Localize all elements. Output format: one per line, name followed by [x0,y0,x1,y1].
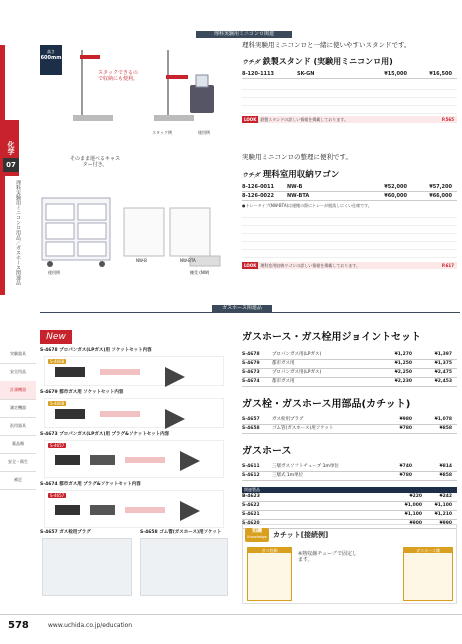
look-page[interactable]: P.565 [439,116,457,123]
wagon-callout: そのまま運べるキャスター付き。 [70,156,121,168]
item-tag: S-4668 [50,359,65,364]
wagon-spec-table [242,210,457,260]
look-text: 理科室用収納ワゴンの詳しい情報を掲載しております。 [258,262,439,269]
height-tag-value: 600mm [40,55,62,61]
wagon-brand: ウチダ [242,171,260,179]
price-tax: ¥1,078 [434,417,452,422]
gas-tap-side [247,547,292,601]
plug-photo [42,538,132,596]
price-tax: ¥814 [439,464,452,469]
price: ¥1,100 [404,512,422,517]
price-tax: ¥1,375 [434,361,452,366]
sidebar-item[interactable]: 測定機器 [0,399,36,418]
code: S-4658 [242,426,260,431]
price-tax: ¥1,397 [434,352,452,357]
code: S-4622 [242,503,260,508]
knowledge-badge-title: 知識 [251,528,262,534]
stand-caption-2: 使用例 [198,130,210,135]
new-badge: New [40,330,72,344]
sidebar-item[interactable]: 安全用品 [0,363,36,382]
chapter-number: 07 [3,158,19,172]
height-tag-label: 高さ [47,49,55,54]
price-tax: ¥858 [439,473,452,478]
price-tax: ¥2,475 [434,370,452,375]
kachitto-heading: カチット[接続例] [273,531,329,539]
footer-divider [0,614,462,615]
joint-set-section [242,322,457,529]
stand-photo [40,40,220,140]
sidebar-item[interactable]: 実験器具 [0,345,36,364]
price: ¥1,000 [404,503,422,508]
left-item-label: S-4679 都市ガス用 ソケットセット内容 [40,390,124,395]
wagon-illustration [40,168,230,268]
stand-price: ¥15,000 [384,71,407,77]
sidebar-item[interactable]: 汎用器具 [0,417,36,436]
height-tag [40,45,62,75]
stand-illustration [70,45,220,135]
hose-side [403,547,453,601]
stand-price-tax: ¥16,500 [429,71,452,77]
kachitto-box [242,524,457,604]
wagon-info [242,152,457,269]
joint-set-title: ガスホース・ガス栓用ジョイントセット [242,332,421,343]
wagon-price-tax: ¥57,200 [429,184,452,190]
name: 都市ガス用 [272,361,295,366]
stand-title: 鉄製スタンド (実験用ミニコンロ用) [262,57,393,66]
code: S-4679 [242,361,260,366]
wagon-look-bar[interactable] [242,262,457,269]
gas-tap-label: ガス栓側 [248,548,291,553]
knowledge-badge [245,528,269,542]
plug-title: ガス栓・ガスホース用部品(カチット) [242,399,411,410]
left-item-label: S-4673 プロパンガス(LPガス)用 プラグ&ソケットセット内容 [40,432,170,437]
stand-price-row [242,70,457,79]
name: 三層ガスソフトチューブ 1m単位 [272,464,339,469]
wagon-note: ●トレータイプ(NW-BTA)は運搬の際にトレーが脱落しにくい仕様です。 [242,203,372,208]
stand-lead: 理科実験用ミニコンロと一緒に使いやすいスタンドです。 [242,41,411,49]
hose-side-label: ガスホース側 [404,548,452,553]
sidebar-item[interactable]: 計測機器 [0,381,36,400]
left-item-label: S-4678 プロパンガス(LPガス)用 ソケットセット内容 [40,348,152,353]
stand-caption-1: スタック例 [152,130,172,135]
wagon-row [242,192,457,201]
price-tax: ¥858 [439,426,452,431]
code: S-4620 [242,521,260,526]
section-band-top: 理科実験用ミニコンロ関連 [196,31,292,38]
footer-url[interactable]: www.uchida.co.jp/education [48,622,133,629]
joint-set-table [242,351,457,387]
wagon-model: NW-B [287,184,303,190]
price: ¥980 [399,417,412,422]
left-item-image [44,356,224,386]
wagon-caption-2: NW-B [136,258,147,263]
look-page[interactable]: P.617 [439,262,457,269]
chapter-vertical-text: 理科実験用ミニコンロ用品／ガスホース関連品 [15,180,21,285]
item-tag: S-4668 [50,401,65,406]
name: 都市ガス用 [272,379,295,384]
wagon-row [242,183,457,192]
price-tax: ¥2,453 [434,379,452,384]
price: ¥1,250 [394,361,412,366]
code: S-4611 [242,464,260,469]
name: ゴム管(ガスホース)用ソケット [272,426,334,431]
wagon-photo [40,148,230,276]
code: S-4674 [242,379,260,384]
stand-callout: スタックできるので収納にも便利。 [98,70,139,82]
code: S-4673 [242,370,260,375]
left-item-image [44,398,224,428]
wagon-price: ¥60,000 [384,193,407,199]
wagon-caption-3: NW-BTA [180,258,196,263]
wagon-caption-1: 使用例 [48,270,60,275]
left-item-image [44,490,224,528]
divider [40,312,460,313]
wagon-price: ¥52,000 [384,184,407,190]
stand-spec-table [242,82,457,114]
sidebar-item[interactable]: 安全・衛生 [0,453,36,472]
kachitto-note: ※熱収縮チューブで固定します。 [298,551,357,563]
price-tax: ¥990 [439,521,452,526]
wagon-title: 理科室用収納ワゴン [262,170,340,180]
wagon-lead: 実験用ミニコンロの整理に便利です。 [242,153,352,161]
name: プロパンガス用(LPガス) [272,352,322,357]
wagon-code: 8-126-0022 [242,193,274,199]
wagon-price-tax: ¥66,000 [429,193,452,199]
sidebar-item[interactable]: 補足 [0,471,36,490]
page-number: 578 [8,620,29,631]
hose-table [242,463,457,481]
price-tax: ¥1,210 [434,512,452,517]
code: S-4612 [242,473,260,478]
price: ¥2,230 [394,379,412,384]
price: ¥780 [399,426,412,431]
price: ¥220 [409,494,422,499]
code: S-4621 [242,512,260,517]
stand-brand: ウチダ [242,59,260,66]
look-text: 鉄製スタンドの詳しい情報を掲載しております。 [258,116,439,123]
price-tax: ¥242 [439,494,452,499]
bottom-item-label: S-4657 ガス栓用プラグ [40,530,91,535]
bottom-item-label: S-4658 ゴム管(ガスホース)用ソケット [140,530,222,535]
stand-look-bar[interactable] [242,116,457,123]
left-items [40,348,230,528]
look-button[interactable]: LOOK [244,263,257,268]
price: ¥2,250 [394,370,412,375]
price: ¥1,270 [394,352,412,357]
chapter-label: 化学 [3,120,19,176]
related-band: 関連製品 [242,487,457,493]
sidebar-item[interactable]: 薬品類 [0,435,36,454]
item-tag: S-4657 [50,443,65,448]
stand-code: 8-120-1113 [242,71,274,77]
price: ¥780 [399,473,412,478]
price: ¥900 [409,521,422,526]
wagon-model: NW-BTA [287,193,310,199]
item-tag: S-4657 [50,493,65,498]
price: ¥740 [399,464,412,469]
code: B-4623 [242,494,260,499]
wagon-caption-4: 棚受 (NW) [190,270,210,275]
stand-info [242,40,457,123]
bottom-items [40,530,230,600]
section-band-gas: ガスホース関連品 [212,305,272,312]
left-item-image [44,440,224,478]
look-button[interactable]: LOOK [244,117,257,122]
name: ガス栓用プラグ [272,417,304,422]
knowledge-badge-sub: Knowledge [247,535,267,539]
wagon-code: 8-126-0011 [242,184,274,190]
code: S-4678 [242,352,260,357]
hose-title: ガスホース [242,446,292,457]
price-tax: ¥1,100 [434,503,452,508]
name: プロパンガス用(LPガス) [272,370,322,375]
plug-table [242,416,457,434]
stand-model: SK-GN [297,71,315,77]
name: 三層式 1m単位 [272,473,304,478]
socket-photo [140,538,228,596]
code: S-4657 [242,417,260,422]
left-item-label: S-4674 都市ガス用 プラグ&ソケットセット内容 [40,482,141,487]
